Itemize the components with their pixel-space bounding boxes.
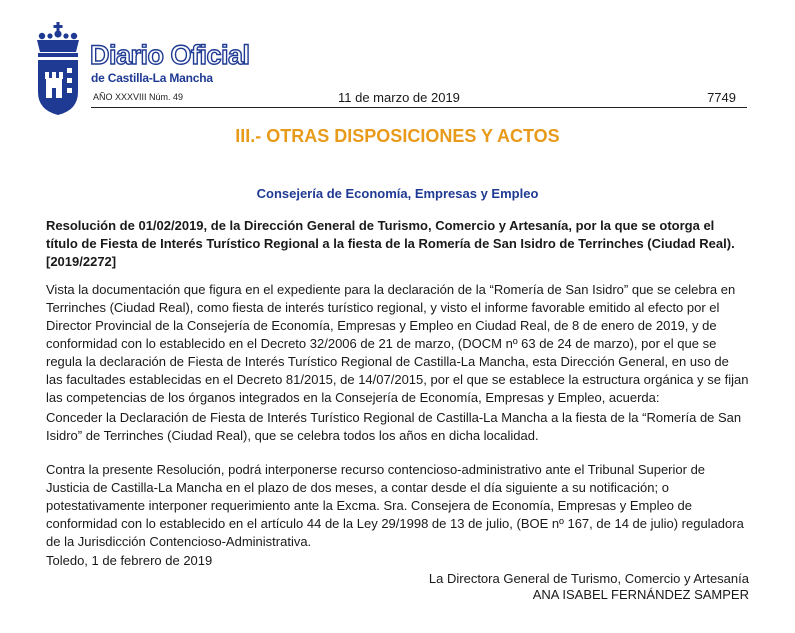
issue-number: AÑO XXXVIII Núm. 49 [93,92,184,102]
resolution-title: Resolución de 01/02/2019, de la Dirección General de Turismo, Comercio y Artesanía, por la que se otorga el título de Fiesta de Interés Turístico Regional a la fiesta de la Romería de San Isidro de Terrinches (Ciudad Real). [2019/2272] [46,218,735,269]
publication-date: 11 de marzo de 2019 [338,90,460,105]
header-divider [91,107,747,108]
section-title: III.- OTRAS DISPOSICIONES Y ACTOS [235,126,560,146]
castilla-la-mancha-crowned-shield-icon [34,22,82,116]
department-heading: Consejería de Economía, Empresas y Empleo [256,186,539,201]
body-paragraph: Conceder la Declaración de Fiesta de Interés Turístico Regional de Castilla-La Mancha a la fiesta de la “Romería de San Isidro” de Terrinches (Ciudad Real), que se celebra todos los años en dicha localidad. [46,410,742,443]
brand-subtitle: de Castilla-La Mancha [91,71,213,85]
signatory-name: ANA ISABEL FERNÁNDEZ SAMPER [532,587,749,602]
brand-title: Diario Oficial [90,40,250,70]
page-number: 7749 [707,90,736,105]
body-paragraph: Contra la presente Resolución, podrá interponerse recurso contencioso-administrativo ante el Tribunal Superior de Justicia de Castilla-La Mancha en el plazo de dos meses, a contar desde el día siguiente a su notificación; o potestativamente interponer requerimiento ante la Excma. Sra. Consejera de Economía, Empresas y Empleo de conformidad con lo establecido en el artículo 44 de la Ley 29/1998 de 13 de julio, (BOE nº 167, de 14 de julio) reguladora de la Jurisdicción Contencioso-Administrativa. [46,462,744,549]
body-paragraph: Vista la documentación que figura en el expediente para la declaración de la “Romería de San Isidro” que se celebra en Terrinches (Ciudad Real), como fiesta de interés turístico regional, y visto el informe favorable emitido al efecto por el Director Provincial de la Consejería de Economía, Empresas y Empleo en Ciudad Real, de 8 de enero de 2019, y de conformidad con lo establecido en el Decreto 32/2006 de 21 de marzo, (DOCM nº 63 de 24 de marzo), por el que se regula la declaración de Fiesta de Interés Turístico Regional de Castilla-La Mancha, esta Dirección General, en uso de las facultades establecidas en el Decreto 81/2015, de 14/07/2015, por el que se establece la estructura orgánica y se fijan las competencias de los órganos integrados en la Consejería de Economía, Empresas y Empleo, acuerda: [46,282,749,405]
signatory-role: La Directora General de Turismo, Comercio y Artesanía [428,571,749,586]
place-and-date: Toledo, 1 de febrero de 2019 [46,553,213,568]
